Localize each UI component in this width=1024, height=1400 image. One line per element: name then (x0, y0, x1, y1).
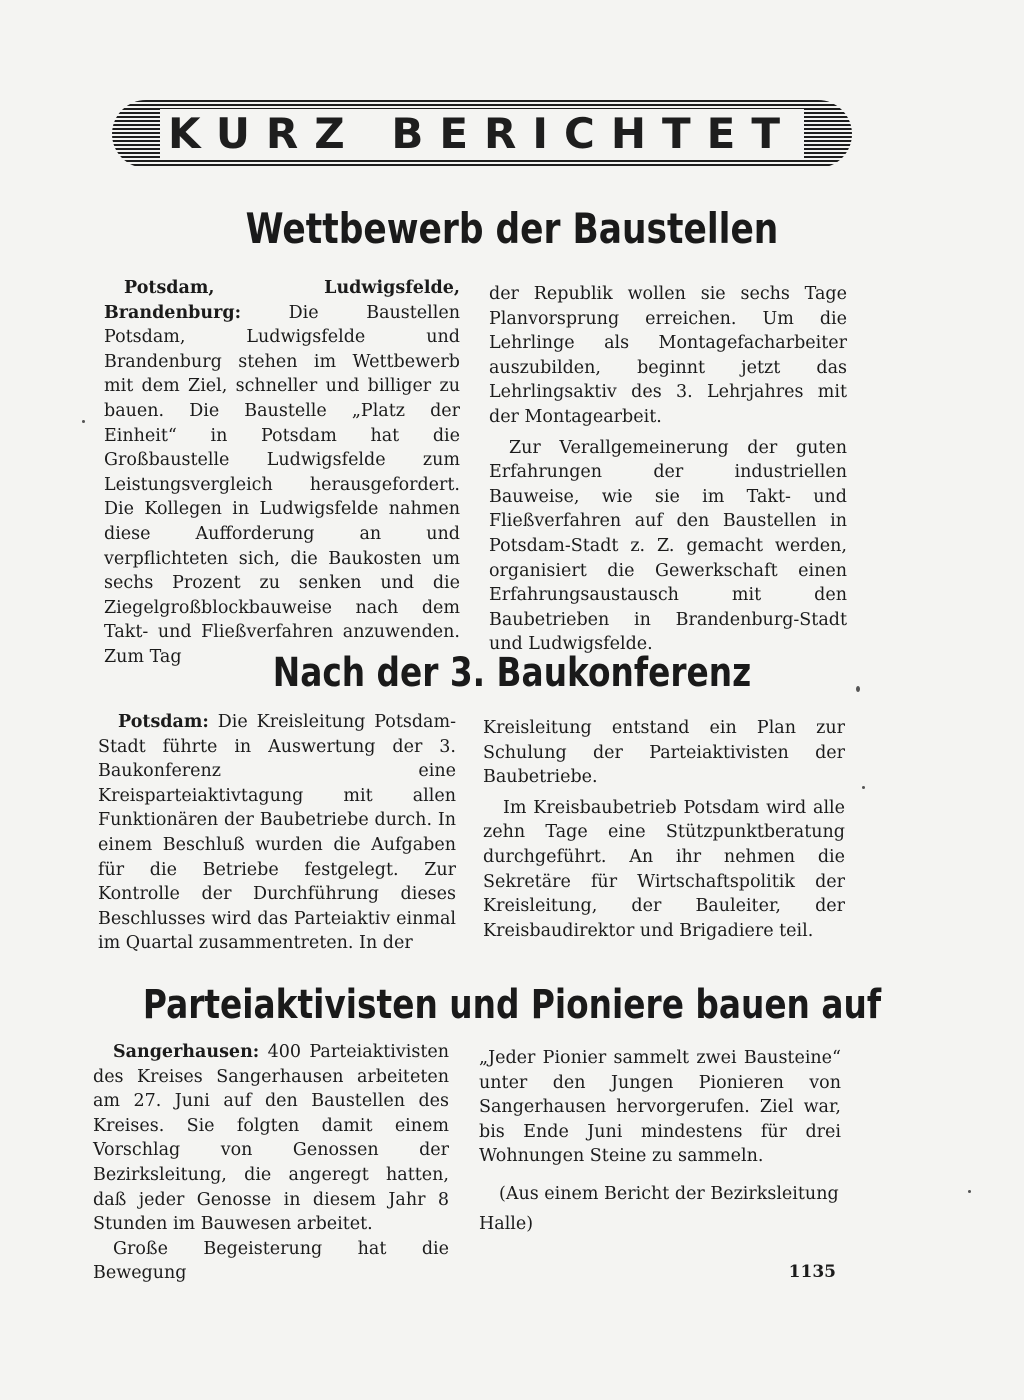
article-paragraph (98, 710, 456, 956)
article-column-right (483, 716, 845, 943)
article-text: 400 Parteiaktivisten des Kreises Sangerhausen arbeiteten am 27. Juni auf den Baustellen des Kreises. Sie folgten damit einem Vorschlag von Genossen der Bezirksleitung, die angeregt hatten, daß jeder Genosse in diesem Jahr 8 Stunden im Bauwesen arbeitet. (93, 1042, 449, 1235)
article-headline: Nach der 3. Baukonferenz (272, 650, 752, 696)
article-location: Potsdam, Ludwigsfelde, Brandenburg: (104, 278, 460, 323)
article-paragraph: Zur Verallgemeinerung der guten Erfahrungen der industriellen Bauweise, wie sie im Takt- und Fließverfahren auf den Baustellen in Potsdam-Stadt z. Z. gemacht werden, organisiert die Gewerkschaft einen Erfahrungsaustausch mit den Baubetrieben in Brandenburg-Stadt und Ludwigsfelde. (489, 437, 847, 655)
article-paragraph: „Jeder Pionier sammelt zwei Bausteine“ unter den Jungen Pionieren von Sangerhausen hervorgerufen. Ziel war, bis Ende Juni mindestens für drei Wohnungen Steine zu sammeln. (479, 1048, 841, 1167)
article-headline: Wettbewerb der Baustellen (245, 204, 779, 253)
banner-title: KURZ BERICHTET (160, 109, 804, 159)
article-column-left (93, 1040, 449, 1286)
article-text: Die Kreisleitung Potsdam-Stadt führte in Auswertung der 3. Baukonferenz eine Kreisparteiaktivtagung mit allen Funktionären der Baubetriebe durch. In einem Beschluß wurden die Aufgaben für die Betriebe festgelegt. Zur Kontrolle der Durchführung dieses Beschlusses wird das Parteiaktiv einmal im Quartal zusammentreten. In der (98, 712, 456, 954)
article-paragraph: Im Kreisbaubetrieb Potsdam wird alle zehn Tage eine Stützpunktberatung durchgeführt. An ihr nehmen die Sekretäre für Wirtschaftspolitik der Kreisleitung, der Bauleiter, der Kreisbaudirektor und Brigadiere teil. (483, 797, 845, 941)
article-column-left (104, 276, 460, 670)
scan-speck (968, 1190, 971, 1193)
article-column-left (98, 710, 456, 956)
article-paragraph: der Republik wollen sie sechs Tage Planvorsprung erreichen. Um die Lehrlinge als Montagefacharbeiter auszubilden, beginnt jetzt das Lehrlingsaktiv des 3. Lehrjahres mit der Montagearbeit. (489, 284, 847, 427)
article-paragraph: Große Begeisterung hat die Bewegung (93, 1238, 449, 1284)
article-headline: Parteiaktivisten und Pioniere bauen auf (142, 982, 882, 1028)
article-paragraph (104, 276, 460, 670)
article-column-right (489, 282, 847, 657)
article-paragraph: (Aus einem Bericht der Bezirksleitung Halle) (479, 1183, 839, 1234)
article-paragraph (93, 1040, 449, 1237)
scan-speck (856, 686, 860, 692)
scan-speck (862, 786, 865, 789)
section-banner (112, 100, 852, 168)
article-text: Die Baustellen Potsdam, Ludwigsfelde und Brandenburg stehen im Wettbewerb mit dem Ziel, schneller und billiger zu bauen. Die Baustelle „Platz der Einheit“ in Potsdam hat die Großbaustelle Ludwigsfelde zum Leistungsvergleich herausgefordert. Die Kollegen in Ludwigsfelde nahmen diese Aufforderung an und verpflichteten sich, die Baukosten um sechs Prozent zu senken und die Ziegelgroßblockbauweise nach dem Takt- und Fließverfahren anzuwenden. Zum Tag (104, 302, 460, 667)
article-paragraph: Kreisleitung entstand ein Plan zur Schulung der Parteiaktivisten der Baubetriebe. (483, 718, 845, 788)
scan-speck (82, 420, 85, 423)
article-column-right (479, 1046, 841, 1239)
article-location: Sangerhausen: (113, 1042, 260, 1062)
article-location: Potsdam: (118, 712, 209, 732)
page-number: 1135 (788, 1262, 836, 1282)
